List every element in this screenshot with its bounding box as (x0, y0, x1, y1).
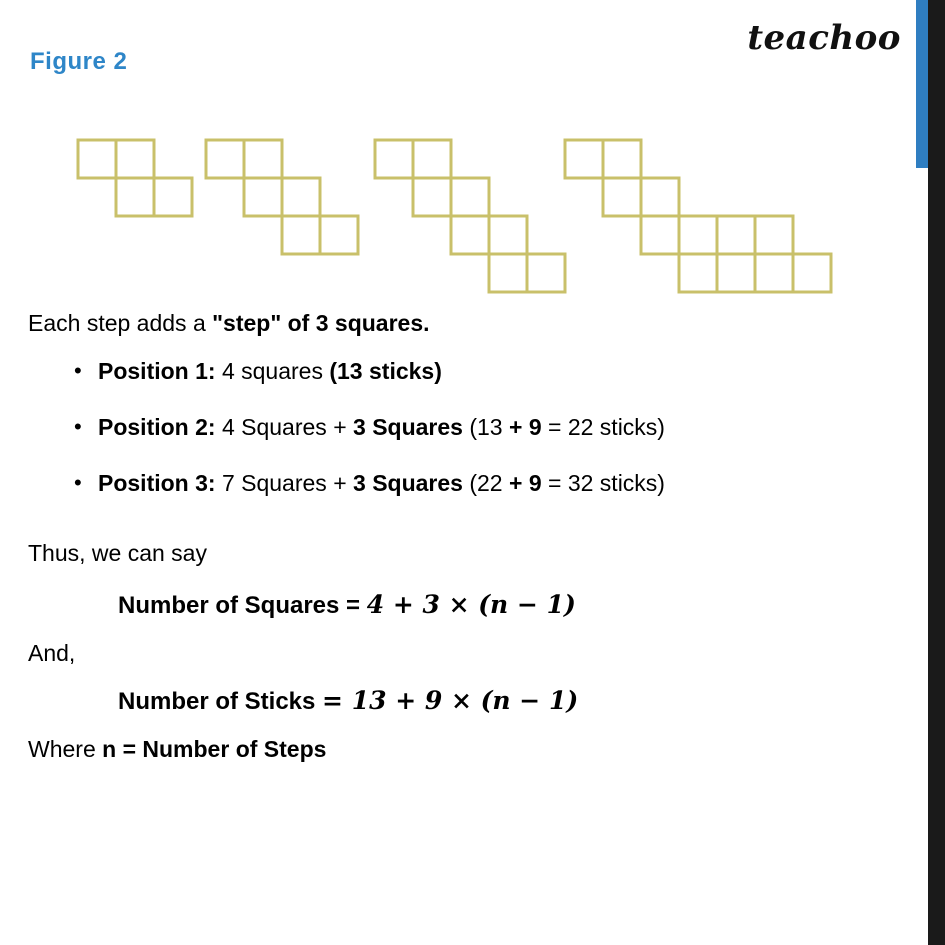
position-text-1: 4 Squares + (215, 414, 354, 440)
positions-list (28, 356, 908, 498)
staircase-svg (30, 118, 890, 303)
figure-label: Figure 2 (30, 48, 128, 75)
intro-bold: "step" of 3 squares. (212, 310, 430, 336)
position-bold-1: 3 Squares (353, 470, 463, 496)
teachoo-logo: teachoo (747, 18, 901, 58)
list-item (28, 356, 908, 386)
formula-squares-label: Number of Squares = (118, 592, 367, 619)
position-bold-2: + 9 (509, 470, 542, 496)
position-label: Position 3: (98, 470, 216, 496)
position-text-2: (22 (462, 470, 509, 496)
thus-line: Thus, we can say (28, 540, 207, 566)
position-label: Position 2: (98, 414, 216, 440)
bullet-icon: • (74, 358, 82, 383)
where-prefix: Where (28, 736, 103, 762)
position-text-3: = 32 sticks) (541, 470, 665, 496)
formula-sticks (118, 686, 908, 716)
bullet-icon: • (74, 470, 82, 495)
position-label: Position 1: (98, 358, 216, 384)
list-item (28, 468, 908, 498)
bullet-icon: • (74, 414, 82, 439)
where-bold: n = Number of Steps (102, 736, 327, 762)
position-text-3: = 22 sticks) (541, 414, 665, 440)
formula-squares-expression: 4 + 3 × (n − 1) (366, 590, 576, 619)
position-text-2: (13 (462, 414, 509, 440)
position-bold-1: (13 sticks) (329, 358, 442, 384)
and-line: And, (28, 640, 76, 666)
figure-staircase-diagram (30, 118, 890, 303)
intro-line (28, 308, 908, 338)
document-body (28, 300, 908, 770)
intro-prefix: Each step adds a (28, 310, 213, 336)
position-text-1: 4 squares (215, 358, 330, 384)
formula-squares (118, 590, 908, 620)
right-edge-white-bar (916, 168, 928, 945)
position-bold-1: 3 Squares (353, 414, 463, 440)
where-line (28, 734, 908, 764)
formula-sticks-label: Number of Sticks (118, 688, 323, 715)
position-bold-2: + 9 (509, 414, 542, 440)
list-item (28, 412, 908, 442)
right-edge-blue-bar (916, 0, 928, 168)
right-edge-dark-bar (928, 0, 945, 945)
formula-sticks-expression: = 13 + 9 × (n − 1) (322, 686, 579, 715)
position-text-1: 7 Squares + (215, 470, 354, 496)
